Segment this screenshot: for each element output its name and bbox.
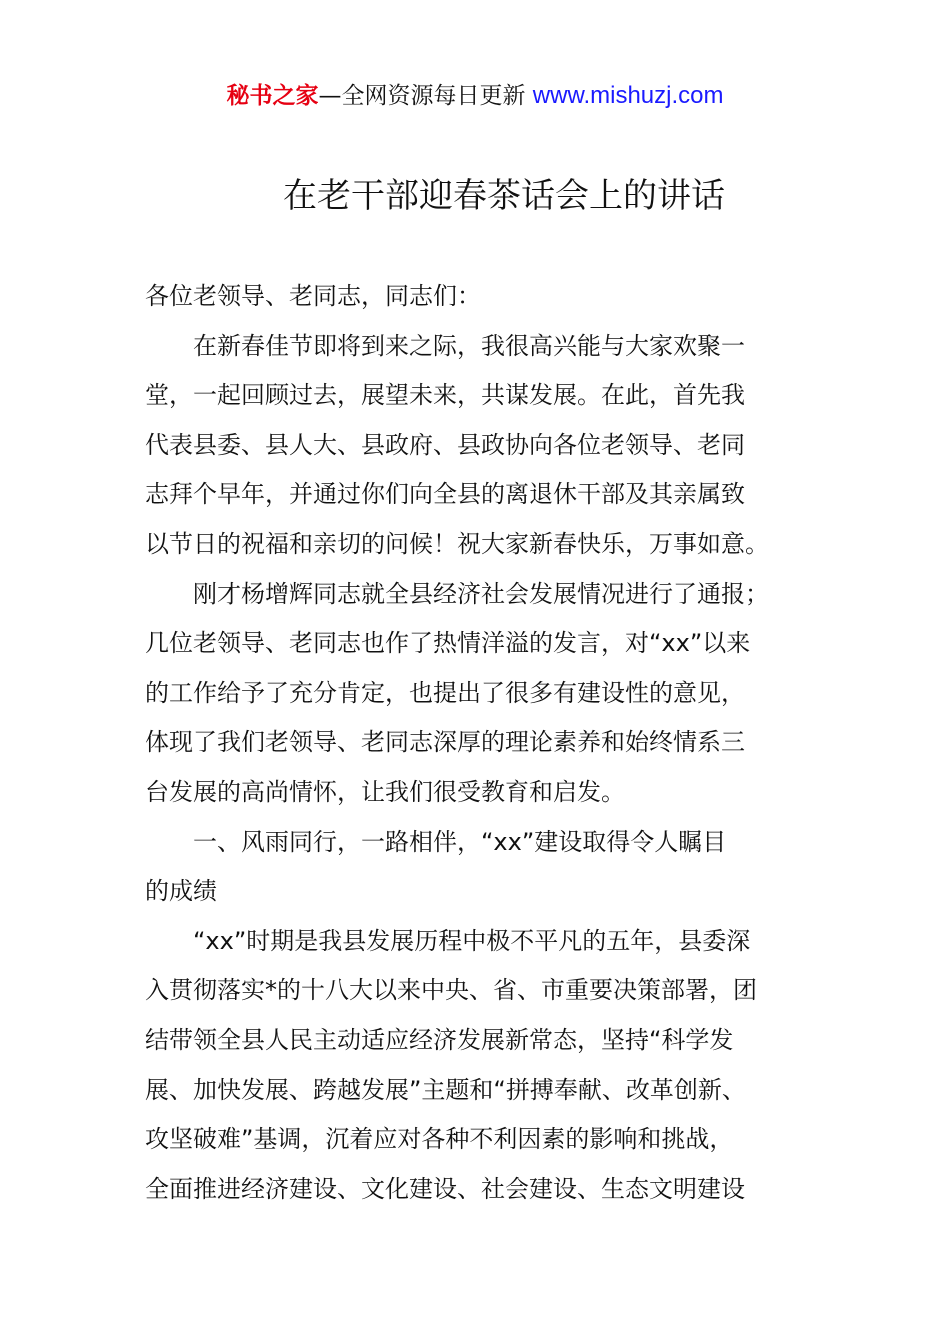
paragraph-line: 在新春佳节即将到来之际，我很高兴能与大家欢聚一 [193, 331, 745, 360]
section-heading-line: 的成绩 [145, 877, 217, 906]
paragraph-line: 入贯彻落实*的十八大以来中央、省、市重要决策部署，团 [145, 976, 757, 1005]
paragraph-line: 的工作给予了充分肯定，也提出了很多有建设性的意见， [145, 678, 745, 707]
paragraph-line: 体现了我们老领导、老同志深厚的理论素养和始终情系三 [145, 728, 745, 757]
site-header [0, 80, 950, 112]
paragraph-line: 堂，一起回顾过去，展望未来，共谋发展。在此，首先我 [145, 381, 745, 410]
section-heading-line: 一、风雨同行，一路相伴，“xx”建设取得令人瞩目 [193, 827, 727, 856]
document-body [145, 272, 805, 1214]
paragraph-line: 几位老领导、老同志也作了热情洋溢的发言，对“xx”以来 [145, 629, 751, 658]
paragraph-line: 志拜个早年，并通过你们向全县的离退休干部及其亲属致 [145, 480, 745, 509]
document-title: 在老干部迎春茶话会上的讲话 [283, 176, 725, 216]
paragraph-line: 攻坚破难”基调，沉着应对各种不利因素的影响和挑战， [145, 1125, 734, 1154]
salutation-line: 各位老领导、老同志，同志们： [145, 282, 481, 310]
paragraph-line: 刚才杨增辉同志就全县经济社会发展情况进行了通报； [193, 579, 769, 608]
paragraph-line: 代表县委、县人大、县政府、县政协向各位老领导、老同 [145, 430, 745, 459]
paragraph-line: 以节日的祝福和亲切的问候！祝大家新春快乐，万事如意。 [145, 529, 769, 558]
site-tagline: —全网资源每日更新 [318, 83, 533, 109]
paragraph-line: 展、加快发展、跨越发展”主题和“拼搏奉献、改革创新、 [145, 1075, 746, 1104]
site-url-link[interactable]: www.mishuzj.com [532, 82, 724, 109]
site-brand: 秘书之家 [226, 83, 319, 109]
paragraph-line: “xx”时期是我县发展历程中极不平凡的五年，县委深 [193, 926, 751, 955]
paragraph-line: 全面推进经济建设、文化建设、社会建设、生态文明建设 [145, 1174, 745, 1203]
paragraph-line: 结带领全县人民主动适应经济发展新常态，坚持“科学发 [145, 1025, 734, 1054]
paragraph-line: 台发展的高尚情怀，让我们很受教育和启发。 [145, 777, 625, 806]
